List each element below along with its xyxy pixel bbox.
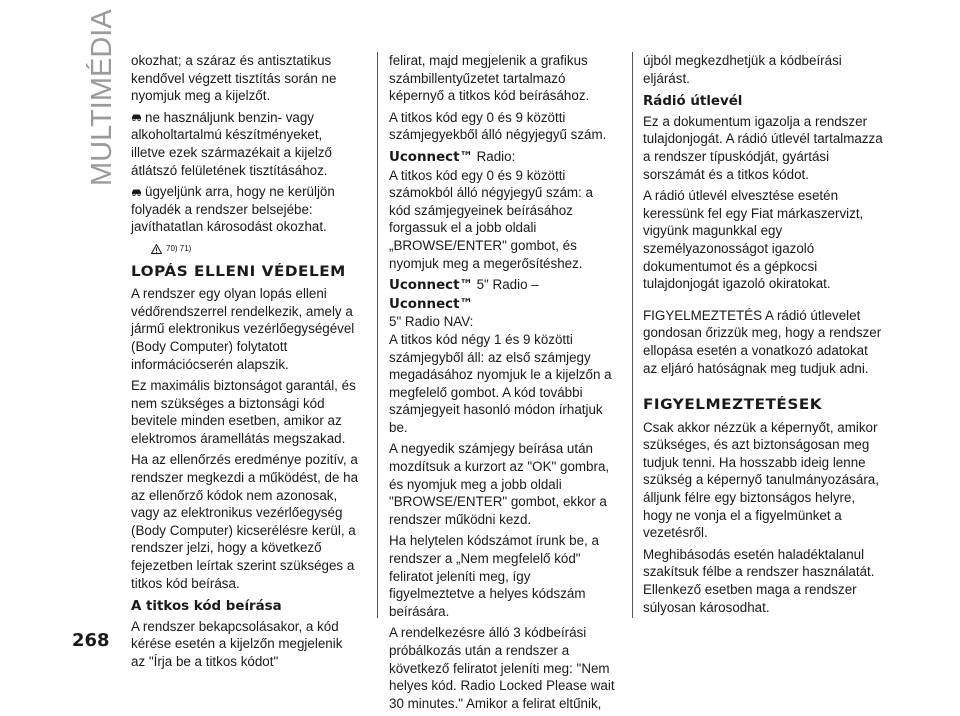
paragraph: A titkos kód egy 0 és 9 közötti számjegyekből álló négyjegyű szám. bbox=[389, 109, 607, 143]
radio-nav-label: 5" Radio NAV: bbox=[389, 314, 474, 330]
paragraph: újból megkezdhetjük a kódbeírási eljárást. bbox=[643, 53, 842, 86]
paragraph: Ez maximális biztonságot garantál, és nem szükséges a biztonsági kód bevitele minden esetben, amikor az elektromos áramellátás megszakad. bbox=[131, 378, 356, 446]
paragraph: felirat, majd megjelenik a grafikus számbillentyűzetet tartalmazó képernyő a titkos kód beírásához. bbox=[389, 53, 590, 104]
subheading-uconnect-radio bbox=[389, 148, 617, 167]
paragraph: A rendszer bekapcsolásakor, a kód kérése esetén a kijelzőn megjelenik az "Írja be a titkos kódot" bbox=[131, 618, 343, 669]
paragraph: Ha helytelen kódszámot írunk be, a rendszer a „Nem megfelelő kód" feliratot jeleníti meg, így figyelmeztetve a helyes kódszám beírására. bbox=[389, 533, 599, 619]
heading-warnings: FIGYELMEZTETÉSEK bbox=[643, 397, 823, 414]
column-divider bbox=[377, 52, 378, 618]
column-3 bbox=[643, 52, 883, 620]
car-icon bbox=[131, 188, 142, 196]
spacer bbox=[643, 381, 883, 391]
paragraph: A titkos kód négy 1 és 9 közötti számjegyből áll: az első számjegy megadásához nyomjuk le a kijelzőn a megfelelő gombot. A kód további számjegyeit hasonló módon írhatjuk be. bbox=[389, 331, 612, 435]
warning-references bbox=[151, 240, 359, 258]
section-title: MULTIMÉDIA bbox=[86, 9, 118, 186]
column-1 bbox=[131, 52, 359, 675]
paragraph: A titkos kód egy 0 és 9 közötti számokból álló négyjegyű szám: a kód számjegyeinek beírásához forgassuk el a jobb oldali „BROWSE/ENTER" gombot, és nyomjuk meg a megerősítéshez. bbox=[389, 167, 593, 271]
heading-radio-passport: Rádió útlevél bbox=[643, 94, 743, 110]
paragraph: Ha az ellenőrzés eredménye pozitív, a rendszer megkezdi a működést, de ha az ellenőrző kódok nem azonosak, vagy az elektronikus vezérlőegység (Body Computer) kicserélésre kerül, a rendszer jelzi, hogy a következő fejezetben leírtak szerint szükséges a titkos kód beírása. bbox=[131, 452, 359, 591]
reference-numbers: 70) 71) bbox=[166, 243, 192, 253]
warning-triangle-icon bbox=[151, 244, 162, 254]
bullet-text: ne használjunk benzin- vagy alkoholtartalmú készítményeket, illetve ezek származékait a kijelző átlátszó felületének tisztításához. bbox=[131, 109, 332, 178]
paragraph: okozhat; a száraz és antisztatikus kendővel végzett tisztítás során ne nyomjuk meg a kijelzőt. bbox=[131, 53, 337, 104]
paragraph: FIGYELMEZTETÉS A rádió útlevelet gondosan őrizzük meg, hogy a rendszer ellopása esetén a vonatkozó adatokat az eljáró hatóságnak meg tudjuk adni. bbox=[643, 307, 882, 376]
paragraph: A negyedik számjegy beírása után mozdítsuk a kurzort az "OK" gombra, és nyomjuk meg a jobb oldali "BROWSE/ENTER" gombot, ekkor a rendszer működni kezd. bbox=[389, 441, 610, 527]
paragraph: Csak akkor nézzük a képernyőt, amikor szükséges, és azt biztonságosan meg tudjuk tenni. Ha hosszabb ideig lenne szükség a képernyő tanulmányozására, álljunk félre egy biztonságos helyre, hogy ne vonja el a figyelmünket a vezetésről. bbox=[643, 419, 879, 541]
spacer bbox=[643, 297, 883, 307]
radio-label: Radio: bbox=[472, 148, 516, 164]
bullet-item bbox=[131, 183, 359, 236]
paragraph: A rendelkezésre álló 3 kódbeírási próbálkozás után a rendszer a következő feliratot jeleníti meg: "Nem helyes kód. Radio Locked Please wait 30 minutes." Amikor a felirat eltűnik, bbox=[389, 625, 615, 711]
paragraph: Ez a dokumentum igazolja a rendszer tulajdonjogát. A rádió útlevél tartalmazza a rendszer típuskódját, gyártási sorszámát és a titkos kódot. bbox=[643, 113, 883, 182]
bullet-item bbox=[131, 109, 359, 179]
subheading-uconnect-5-radio bbox=[389, 276, 617, 331]
radio-label: 5" Radio – bbox=[472, 277, 539, 293]
uconnect-label: Uconnect™ bbox=[389, 149, 473, 165]
column-2 bbox=[389, 52, 617, 716]
heading-secret-code: A titkos kód beírása bbox=[131, 599, 282, 615]
page-number: 268 bbox=[72, 630, 110, 651]
uconnect-label: Uconnect™ bbox=[389, 296, 473, 312]
column-divider bbox=[632, 52, 633, 618]
paragraph: A rendszer egy olyan lopás elleni védőrendszerrel rendelkezik, amely a jármű elektronikus vezérlőegységével (Body Computer) folytatott információcserén alapszik. bbox=[131, 286, 355, 372]
paragraph: Meghibásodás esetén haladéktalanul szakítsuk félbe a rendszer használatát. Ellenkező esetben maga a rendszer súlyosan károsodhat. bbox=[643, 546, 875, 615]
heading-theft-protection: LOPÁS ELLENI VÉDELEM bbox=[131, 263, 346, 280]
bullet-text: ügyeljünk arra, hogy ne kerüljön folyadék a rendszer belsejébe: javíthatatlan károsodást okozhat. bbox=[131, 184, 335, 235]
car-icon bbox=[131, 113, 142, 121]
uconnect-label: Uconnect™ bbox=[389, 278, 473, 294]
paragraph: A rádió útlevél elvesztése esetén keressünk fel egy Fiat márkaszervizt, vigyünk magunkkal egy személyazonosságot igazoló dokumentumot és a gépkocsi tulajdonjogát igazoló okiratokat. bbox=[643, 188, 864, 292]
